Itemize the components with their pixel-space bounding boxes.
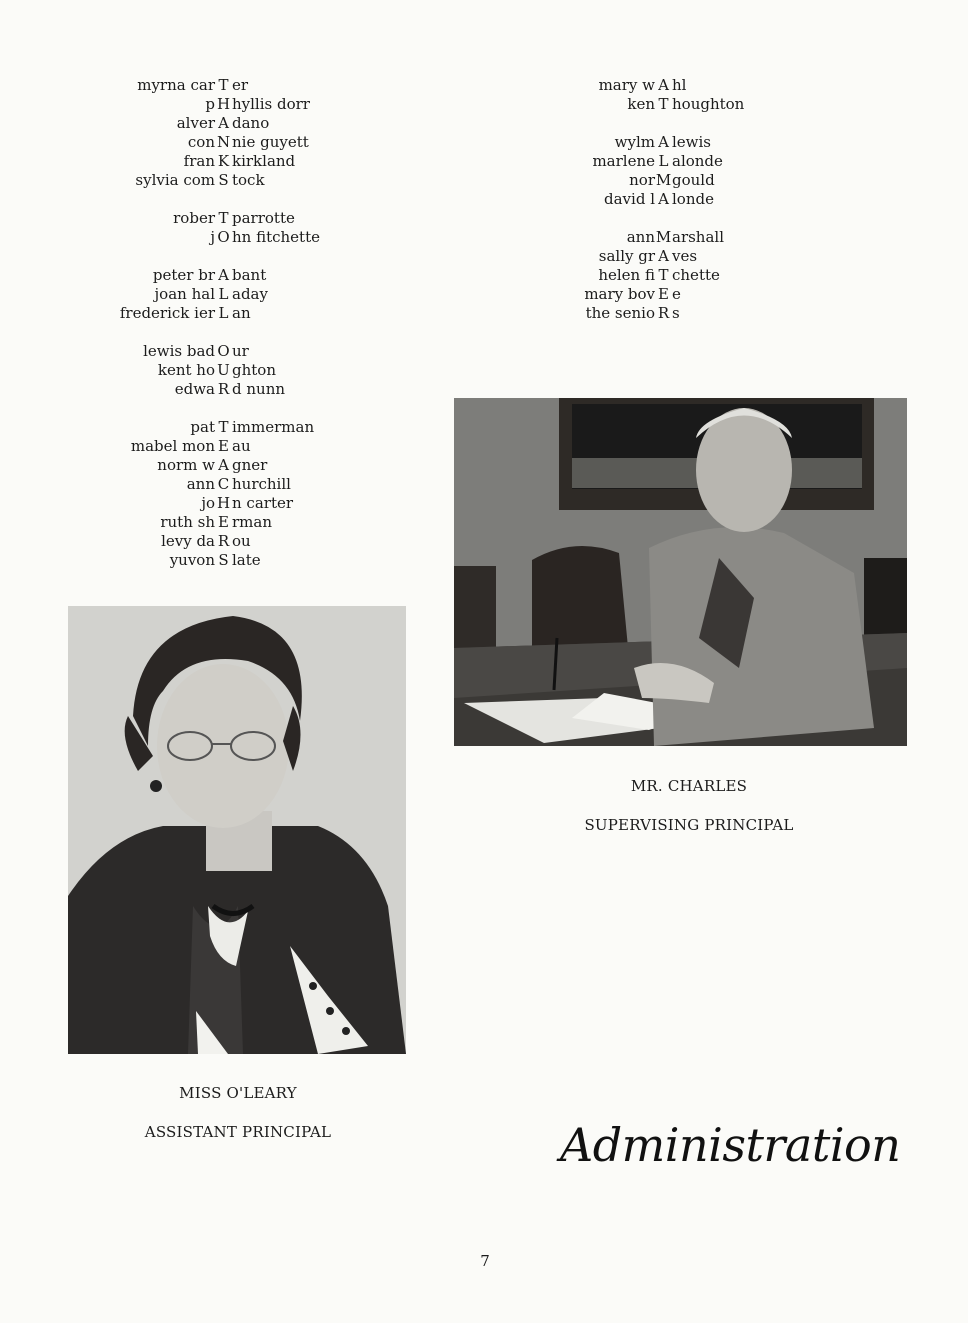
acrostic-suffix: rman xyxy=(232,513,272,531)
acrostic-prefix: fran xyxy=(183,152,215,170)
acrostic-suffix: lewis xyxy=(672,133,712,151)
acrostic-capital: M xyxy=(655,228,672,246)
acrostic-prefix: rober xyxy=(173,209,215,227)
acrostic-row xyxy=(60,418,372,437)
photo-miss-oleary xyxy=(68,606,406,1054)
acrostic-suffix: immerman xyxy=(232,418,315,436)
acrostic-suffix: kirkland xyxy=(232,152,296,170)
acrostic-capital: A xyxy=(658,247,669,265)
acrostic-row xyxy=(60,532,372,551)
acrostic-spacer xyxy=(520,209,812,228)
page-number: 7 xyxy=(480,1252,490,1270)
acrostic-prefix: the senio xyxy=(585,304,655,322)
acrostic-suffix: dano xyxy=(232,114,270,132)
acrostic-suffix: nie guyett xyxy=(232,133,309,151)
acrostic-prefix: joan hal xyxy=(154,285,215,303)
acrostic-capital: A xyxy=(218,266,229,284)
acrostic-left-column xyxy=(60,76,372,570)
caption-charles-title: SUPERVISING PRINCIPAL xyxy=(584,816,794,834)
acrostic-capital: U xyxy=(217,361,230,379)
acrostic-row xyxy=(60,285,372,304)
acrostic-prefix: wylm xyxy=(614,133,655,151)
acrostic-prefix: helen fi xyxy=(598,266,655,284)
acrostic-capital: O xyxy=(217,228,230,246)
acrostic-row xyxy=(60,209,372,228)
acrostic-capital: S xyxy=(218,171,229,189)
acrostic-row xyxy=(60,475,372,494)
acrostic-row xyxy=(60,380,372,399)
acrostic-capital: A xyxy=(658,76,669,94)
acrostic-row xyxy=(60,152,372,171)
acrostic-row xyxy=(520,95,812,114)
acrostic-prefix: con xyxy=(187,133,215,151)
acrostic-suffix: n carter xyxy=(232,494,294,512)
caption-oleary-name: MISS O'LEARY xyxy=(179,1084,297,1102)
acrostic-prefix: mary bov xyxy=(584,285,655,303)
acrostic-suffix: late xyxy=(232,551,261,569)
acrostic-capital: S xyxy=(218,551,229,569)
acrostic-prefix: ann xyxy=(186,475,215,493)
acrostic-capital: R xyxy=(217,532,230,550)
acrostic-capital: C xyxy=(217,475,230,493)
caption-charles-name: MR. CHARLES xyxy=(630,777,748,795)
acrostic-capital: E xyxy=(218,513,229,531)
acrostic-capital: R xyxy=(217,380,230,398)
acrostic-suffix: ou xyxy=(232,532,251,550)
acrostic-capital: O xyxy=(217,342,230,360)
acrostic-suffix: hl xyxy=(672,76,687,94)
acrostic-row xyxy=(520,133,812,152)
acrostic-suffix: d nunn xyxy=(232,380,286,398)
acrostic-row xyxy=(520,171,812,190)
acrostic-prefix: kent ho xyxy=(157,361,215,379)
acrostic-capital: N xyxy=(216,133,231,151)
acrostic-suffix: ves xyxy=(672,247,698,265)
acrostic-suffix: parrotte xyxy=(232,209,295,227)
acrostic-row xyxy=(60,513,372,532)
acrostic-row xyxy=(60,456,372,475)
acrostic-capital: M xyxy=(655,171,672,189)
acrostic-row xyxy=(520,266,812,285)
acrostic-suffix: e xyxy=(672,285,681,303)
acrostic-capital: A xyxy=(658,190,669,208)
acrostic-capital: L xyxy=(218,285,229,303)
acrostic-capital: E xyxy=(658,285,669,303)
acrostic-row xyxy=(520,76,812,95)
acrostic-suffix: gner xyxy=(232,456,268,474)
acrostic-capital: L xyxy=(658,152,669,170)
acrostic-row xyxy=(520,304,812,323)
acrostic-capital: T xyxy=(658,95,669,113)
acrostic-suffix: hurchill xyxy=(232,475,291,493)
acrostic-suffix: er xyxy=(232,76,249,94)
acrostic-suffix: ur xyxy=(232,342,249,360)
acrostic-spacer xyxy=(520,114,812,133)
photo-mr-charles xyxy=(454,398,907,746)
acrostic-prefix: lewis bad xyxy=(143,342,215,360)
acrostic-suffix: ghton xyxy=(232,361,276,379)
acrostic-prefix: mabel mon xyxy=(130,437,215,455)
acrostic-capital: K xyxy=(217,152,230,170)
acrostic-prefix: peter br xyxy=(152,266,215,284)
acrostic-spacer xyxy=(60,399,372,418)
acrostic-row xyxy=(60,551,372,570)
acrostic-suffix: chette xyxy=(672,266,720,284)
acrostic-row xyxy=(520,152,812,171)
acrostic-row xyxy=(60,494,372,513)
acrostic-suffix: arshall xyxy=(672,228,725,246)
acrostic-prefix: mary w xyxy=(598,76,655,94)
acrostic-prefix: levy da xyxy=(161,532,215,550)
acrostic-prefix: myrna car xyxy=(137,76,215,94)
acrostic-row xyxy=(520,247,812,266)
acrostic-row xyxy=(60,95,372,114)
acrostic-capital: L xyxy=(218,304,229,322)
acrostic-capital: H xyxy=(216,494,231,512)
acrostic-row xyxy=(60,342,372,361)
acrostic-prefix: yuvon xyxy=(169,551,215,569)
acrostic-prefix: sally gr xyxy=(598,247,655,265)
acrostic-prefix: david l xyxy=(604,190,655,208)
section-title: Administration xyxy=(560,1118,901,1172)
acrostic-row xyxy=(60,437,372,456)
acrostic-prefix: ruth sh xyxy=(160,513,215,531)
acrostic-prefix: pat xyxy=(190,418,215,436)
acrostic-capital: T xyxy=(218,209,229,227)
acrostic-prefix: ken xyxy=(627,95,655,113)
acrostic-suffix: houghton xyxy=(672,95,745,113)
acrostic-suffix: au xyxy=(232,437,251,455)
acrostic-row xyxy=(60,171,372,190)
acrostic-right-column xyxy=(520,76,812,323)
acrostic-row xyxy=(60,133,372,152)
acrostic-suffix: gould xyxy=(672,171,715,189)
acrostic-suffix: aday xyxy=(232,285,268,303)
acrostic-suffix: tock xyxy=(232,171,265,189)
acrostic-prefix: sylvia com xyxy=(135,171,215,189)
acrostic-capital: T xyxy=(218,76,229,94)
acrostic-row xyxy=(60,266,372,285)
acrostic-prefix: j xyxy=(210,228,215,246)
acrostic-row xyxy=(60,361,372,380)
acrostic-suffix: an xyxy=(232,304,251,322)
acrostic-capital: E xyxy=(218,437,229,455)
acrostic-capital: H xyxy=(216,95,231,113)
acrostic-capital: T xyxy=(218,418,229,436)
acrostic-capital: A xyxy=(658,133,669,151)
acrostic-row xyxy=(60,76,372,95)
acrostic-row xyxy=(520,285,812,304)
acrostic-prefix: marlene xyxy=(592,152,655,170)
acrostic-capital: A xyxy=(218,114,229,132)
acrostic-capital: A xyxy=(218,456,229,474)
acrostic-suffix: bant xyxy=(232,266,267,284)
acrostic-spacer xyxy=(60,323,372,342)
acrostic-row xyxy=(520,190,812,209)
acrostic-suffix: s xyxy=(672,304,680,322)
acrostic-prefix: edwa xyxy=(174,380,215,398)
acrostic-prefix: ann xyxy=(626,228,655,246)
acrostic-prefix: frederick ier xyxy=(119,304,215,322)
acrostic-capital: T xyxy=(658,266,669,284)
acrostic-capital: R xyxy=(657,304,670,322)
acrostic-spacer xyxy=(60,190,372,209)
acrostic-suffix: hyllis dorr xyxy=(232,95,310,113)
acrostic-row xyxy=(60,114,372,133)
acrostic-row xyxy=(520,228,812,247)
caption-oleary-title: ASSISTANT PRINCIPAL xyxy=(144,1123,332,1141)
acrostic-prefix: jo xyxy=(201,494,215,512)
acrostic-row xyxy=(60,228,372,247)
acrostic-suffix: alonde xyxy=(672,152,723,170)
acrostic-suffix: hn fitchette xyxy=(232,228,320,246)
acrostic-prefix: norm w xyxy=(157,456,215,474)
acrostic-prefix: nor xyxy=(629,171,655,189)
acrostic-spacer xyxy=(60,247,372,266)
acrostic-prefix: alver xyxy=(176,114,215,132)
acrostic-prefix: p xyxy=(205,95,215,113)
acrostic-row xyxy=(60,304,372,323)
acrostic-suffix: londe xyxy=(672,190,714,208)
